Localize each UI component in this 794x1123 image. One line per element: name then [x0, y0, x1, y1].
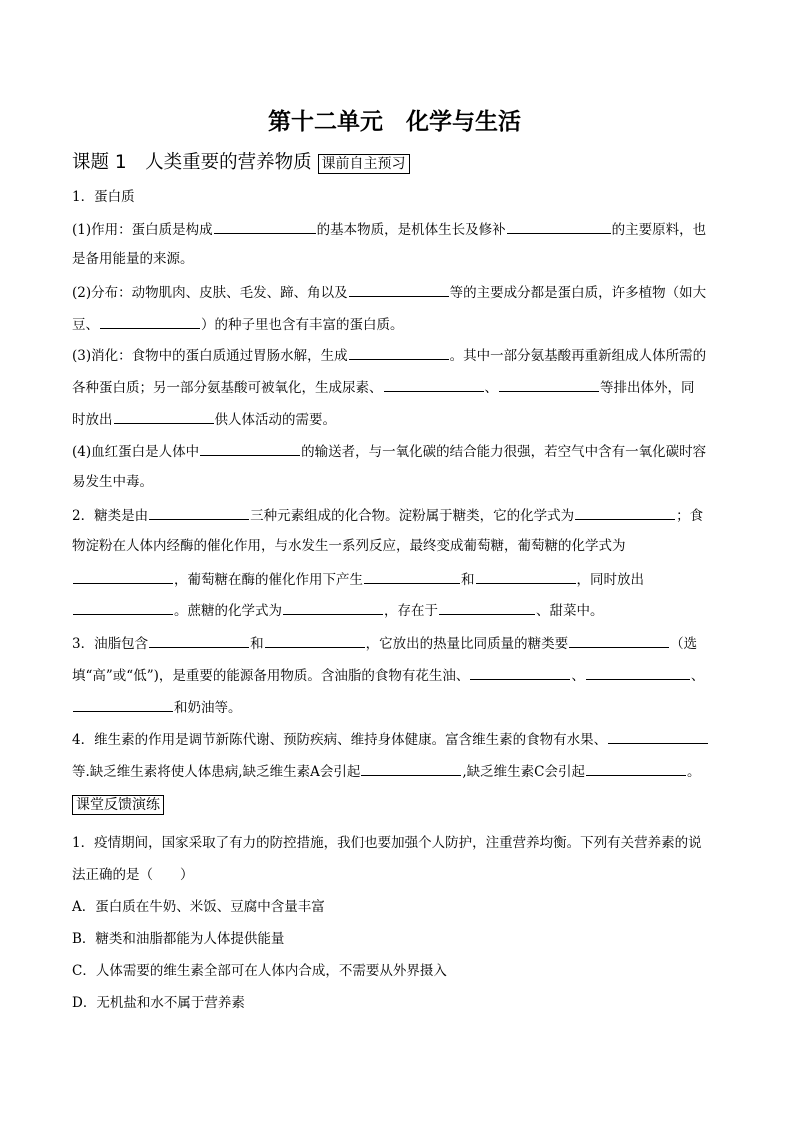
- protein-distribution-line: (2)分布：动物肌肉、皮肤、毛发、蹄、角以及 等的主要成分都是蛋白质，许多植物（如大: [72, 282, 706, 302]
- fill-blank[interactable]: [73, 569, 173, 584]
- unit-title: 第十二单元 化学与生活: [268, 109, 521, 135]
- fill-blank[interactable]: [100, 314, 200, 329]
- fill-blank[interactable]: [200, 441, 300, 456]
- hemoglobin-line-2: 易发生中毒。: [72, 474, 153, 490]
- preview-badge: 课前自主预习: [318, 154, 410, 174]
- protein-digestion-line-3: 时放出 供人体活动的需要。: [72, 409, 336, 429]
- lesson-title: 课题 1 人类重要的营养物质: [72, 152, 312, 173]
- lesson-heading: [72, 148, 410, 174]
- sugar-line-3: ，葡萄糖在酶的催化作用下产生 和 ，同时放出: [72, 569, 644, 589]
- protein-role-line-2: 是备用能量的来源。: [72, 251, 194, 267]
- option-c[interactable]: C．人体需要的维生素全部可在人体内合成，不需要从外界摄入: [72, 963, 447, 979]
- fill-blank[interactable]: [149, 505, 249, 520]
- fill-blank[interactable]: [361, 761, 461, 776]
- hemoglobin-line: (4)血红蛋白是人体中 的输送者，与一氧化碳的结合能力很强，若空气中含有一氧化碳时容: [72, 441, 706, 461]
- fill-blank[interactable]: [349, 282, 449, 297]
- fill-blank[interactable]: [73, 600, 173, 615]
- sugar-line-2: 物淀粉在人体内经酶的催化作用，与水发生一系列反应，最终变成葡萄糖，葡萄糖的化学式为: [72, 538, 626, 554]
- fill-blank[interactable]: [476, 569, 576, 584]
- fill-blank[interactable]: [384, 377, 484, 392]
- option-a[interactable]: A．蛋白质在牛奶、米饭、豆腐中含量丰富: [72, 899, 325, 915]
- question-1-stem-2: 法正确的是（ ）: [72, 867, 194, 883]
- fat-line-3: 和奶油等。: [72, 697, 242, 717]
- question-1-stem: 1．疫情期间，国家采取了有力的防控措施，我们也要加强个人防护，注重营养均衡。下列有关营养素的说: [72, 835, 702, 851]
- vitamin-line: 4．维生素的作用是调节新陈代谢、预防疾病、维持身体健康。富含维生素的食物有水果、: [72, 729, 709, 749]
- fill-blank[interactable]: [149, 633, 249, 648]
- fill-blank[interactable]: [214, 219, 316, 234]
- fill-blank[interactable]: [608, 729, 708, 744]
- fat-line-2: 填“高”或“低”)，是重要的能源备用物质。含油脂的食物有花生油、 、 、: [72, 665, 704, 685]
- fill-blank[interactable]: [470, 665, 570, 680]
- section-1-heading: 1．蛋白质: [72, 189, 135, 205]
- fill-blank[interactable]: [499, 377, 599, 392]
- sugar-line: 2．糖类是由 三种元素组成的化合物。淀粉属于糖类，它的化学式为 ；食: [72, 505, 703, 525]
- fill-blank[interactable]: [439, 600, 535, 615]
- feedback-heading: [72, 794, 164, 814]
- vitamin-line-2: 等.缺乏维生素将使人体患病,缺乏维生素A会引起 ,缺乏维生素C会引起 。: [72, 761, 700, 781]
- fill-blank[interactable]: [364, 569, 460, 584]
- protein-distribution-line-2: 豆、 ）的种子里也含有丰富的蛋白质。: [72, 314, 404, 334]
- fill-blank[interactable]: [283, 600, 383, 615]
- protein-digestion-line: (3)消化：食物中的蛋白质通过胃肠水解，生成 。其中一部分氨基酸再重新组成人体所需的: [72, 345, 706, 365]
- fat-line: 3．油脂包含 和 ，它放出的热量比同质量的糖类要 （选: [72, 633, 697, 653]
- sugar-line-4: 。蔗糖的化学式为 ，存在于 、甜菜中。: [72, 600, 604, 620]
- fill-blank[interactable]: [575, 505, 675, 520]
- fill-blank[interactable]: [349, 345, 449, 360]
- fill-blank[interactable]: [569, 633, 669, 648]
- protein-role-line: (1)作用：蛋白质是构成 的基本物质，是机体生长及修补 的主要原料，也: [72, 219, 706, 239]
- fill-blank[interactable]: [507, 219, 611, 234]
- protein-digestion-line-2: 各种蛋白质；另一部分氨基酸可被氧化，生成尿素、 、 等排出体外，同: [72, 377, 695, 397]
- feedback-badge: 课堂反馈演练: [72, 795, 164, 815]
- fill-blank[interactable]: [73, 697, 173, 712]
- fill-blank[interactable]: [114, 409, 214, 424]
- fill-blank[interactable]: [586, 665, 690, 680]
- fill-blank[interactable]: [586, 761, 686, 776]
- fill-blank[interactable]: [265, 633, 365, 648]
- option-b[interactable]: B．糖类和油脂都能为人体提供能量: [72, 931, 285, 947]
- option-d[interactable]: D．无机盐和水不属于营养素: [72, 995, 245, 1011]
